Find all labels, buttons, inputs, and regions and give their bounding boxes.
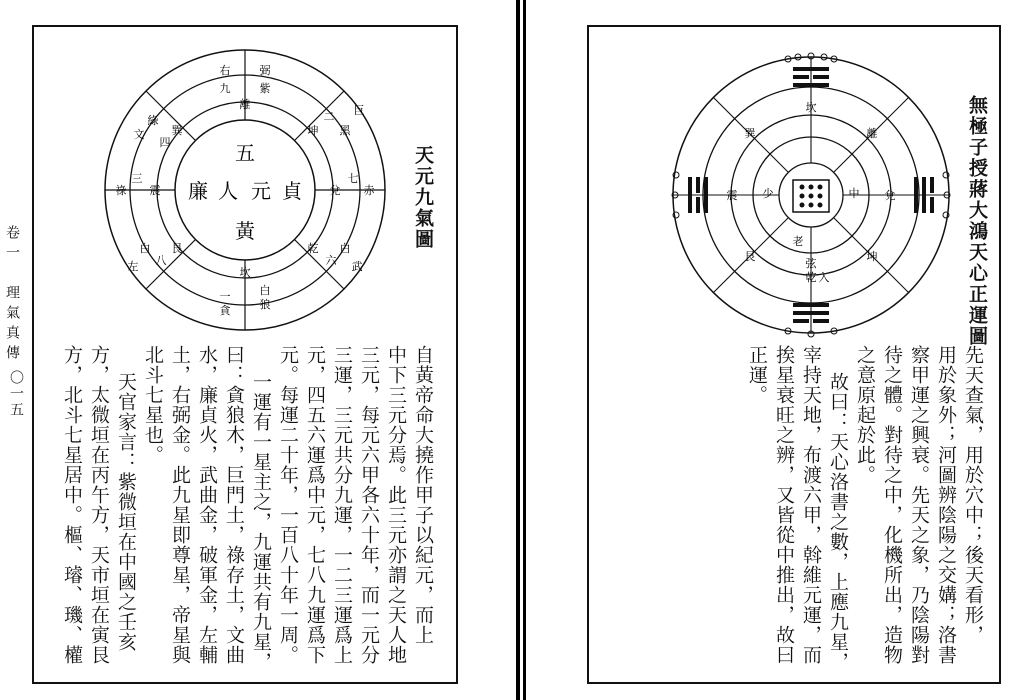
- diagram-title: 無極子授蔣大鴻天心正運圖: [966, 95, 988, 347]
- sector-label: 白: [259, 284, 271, 297]
- center-left: 廉: [188, 179, 208, 203]
- text-column: 正運。: [746, 345, 768, 405]
- text-column: 北斗七星也。: [142, 345, 164, 465]
- text-column: 天官家言：紫微垣在中國之壬亥: [115, 372, 137, 652]
- text-column: 察甲運之興衰。先天之象，乃陰陽對: [908, 345, 930, 665]
- trigram-label: 乾: [805, 271, 817, 284]
- sector-label: 祿: [115, 184, 127, 197]
- diagram-title: 天元九氣圖: [412, 145, 434, 250]
- margin-header: 卷一 理氣真傳: [4, 225, 20, 365]
- text-column: 曰：貪狼木，巨門土，祿存土，文曲: [223, 345, 245, 665]
- trigram-label: 艮: [744, 250, 756, 263]
- trigram-label: 震: [726, 189, 738, 202]
- text-column: 方，北斗七星居中。樞、璿、璣、權: [61, 345, 83, 665]
- sector-label: 赤: [363, 184, 375, 197]
- sector-label: 黑: [339, 124, 351, 137]
- trigram-label: 弦: [805, 257, 817, 270]
- sector-label: 六: [325, 254, 337, 267]
- text-column: 自黃帝命大撓作甲子以紀元，而上: [412, 345, 434, 645]
- sector-label: 坎: [239, 266, 251, 279]
- sector-label: 狼: [259, 298, 271, 311]
- text-column: 元，四五六運爲中元，七八九運爲下: [304, 345, 326, 665]
- text-column: 挨星衰旺之辨，又皆從中推出，故曰: [773, 345, 795, 665]
- text-column: 三運，三元共分九運，一二三運爲上: [331, 345, 353, 665]
- sector-label: 九: [219, 82, 231, 95]
- sector-label: 左: [127, 260, 139, 273]
- tianxin-zhengyun-diagram: [668, 45, 954, 345]
- sector-label: 文: [133, 128, 145, 141]
- text-column: 用於象外；河圖辨陰陽之交媾；洛書: [935, 345, 957, 665]
- trigram-label: 中: [848, 187, 860, 200]
- sector-label: 武: [351, 260, 363, 273]
- text-column: 故曰：天心洛書之數，上應九星，: [827, 372, 849, 672]
- text-column: 土，右弼金。此九星即尊星，帝星與: [169, 345, 191, 665]
- sector-label: 巨: [353, 104, 365, 117]
- text-column: 三元，每元六甲各六十年，而一元分: [358, 345, 380, 665]
- text-column: 待之體。對待之中，化機所出，造物: [881, 345, 903, 665]
- text-column: 中下三元分焉。此三元亦謂之天人地: [385, 345, 407, 665]
- text-column: 一運有一星主之，九運共有九星，: [250, 372, 272, 672]
- trigram-label: 坤: [866, 250, 878, 263]
- text-column: 宰持天地，布渡六甲，斡維元運，而: [800, 345, 822, 665]
- sector-label: 離: [239, 98, 251, 111]
- sector-label: 一: [219, 290, 231, 303]
- sector-label: 兌: [329, 184, 341, 197]
- sector-label: 乾: [307, 242, 319, 255]
- sector-label: 四: [159, 136, 171, 149]
- sector-label: 艮: [171, 242, 183, 255]
- trigram-label: 巽: [744, 127, 756, 140]
- sector-label: 二: [323, 110, 335, 123]
- text-column: 水，廉貞火，武曲金，破軍金，左輔: [196, 345, 218, 665]
- sector-label: 八: [155, 254, 167, 267]
- sector-label: 弼: [259, 64, 271, 77]
- sector-label: 紫: [259, 82, 271, 95]
- text-column: 方，太微垣在丙午方，天市垣在寅艮: [88, 345, 110, 665]
- center-right: 貞: [282, 179, 302, 203]
- sector-label: 坤: [307, 124, 319, 137]
- trigram-label: 老: [792, 235, 804, 248]
- trigram-label: 入: [818, 271, 830, 284]
- text-column: 先天查氣，用於穴中；後天看形，: [962, 345, 984, 645]
- center-middle: 人: [218, 179, 238, 203]
- text-column: 元。每運二十年，一百八十年一周。: [277, 345, 299, 665]
- trigram-label: 少: [762, 187, 774, 200]
- sector-label: 七: [347, 172, 359, 185]
- sector-label: 震: [149, 184, 161, 197]
- tianyuan-nine-qi-diagram: [95, 42, 395, 338]
- trigram-label: 兌: [884, 189, 896, 202]
- sector-label: 三: [131, 172, 143, 185]
- center-right-mid: 元: [251, 179, 271, 203]
- sector-label: 巽: [171, 124, 183, 137]
- sector-label: 右: [219, 64, 231, 77]
- text-column: 之意原起於此。: [854, 345, 876, 485]
- page-number: 〇一五: [8, 370, 24, 418]
- page-gutter: [516, 0, 530, 700]
- sector-label: 貪: [219, 304, 231, 317]
- center-bottom: 黃: [235, 219, 255, 243]
- trigram-label: 離: [866, 127, 878, 140]
- sector-label: 白: [339, 242, 351, 255]
- sector-label: 綠: [147, 114, 159, 127]
- trigram-label: 坎: [805, 101, 817, 114]
- center-top: 五: [235, 141, 255, 165]
- sector-label: 白: [139, 242, 151, 255]
